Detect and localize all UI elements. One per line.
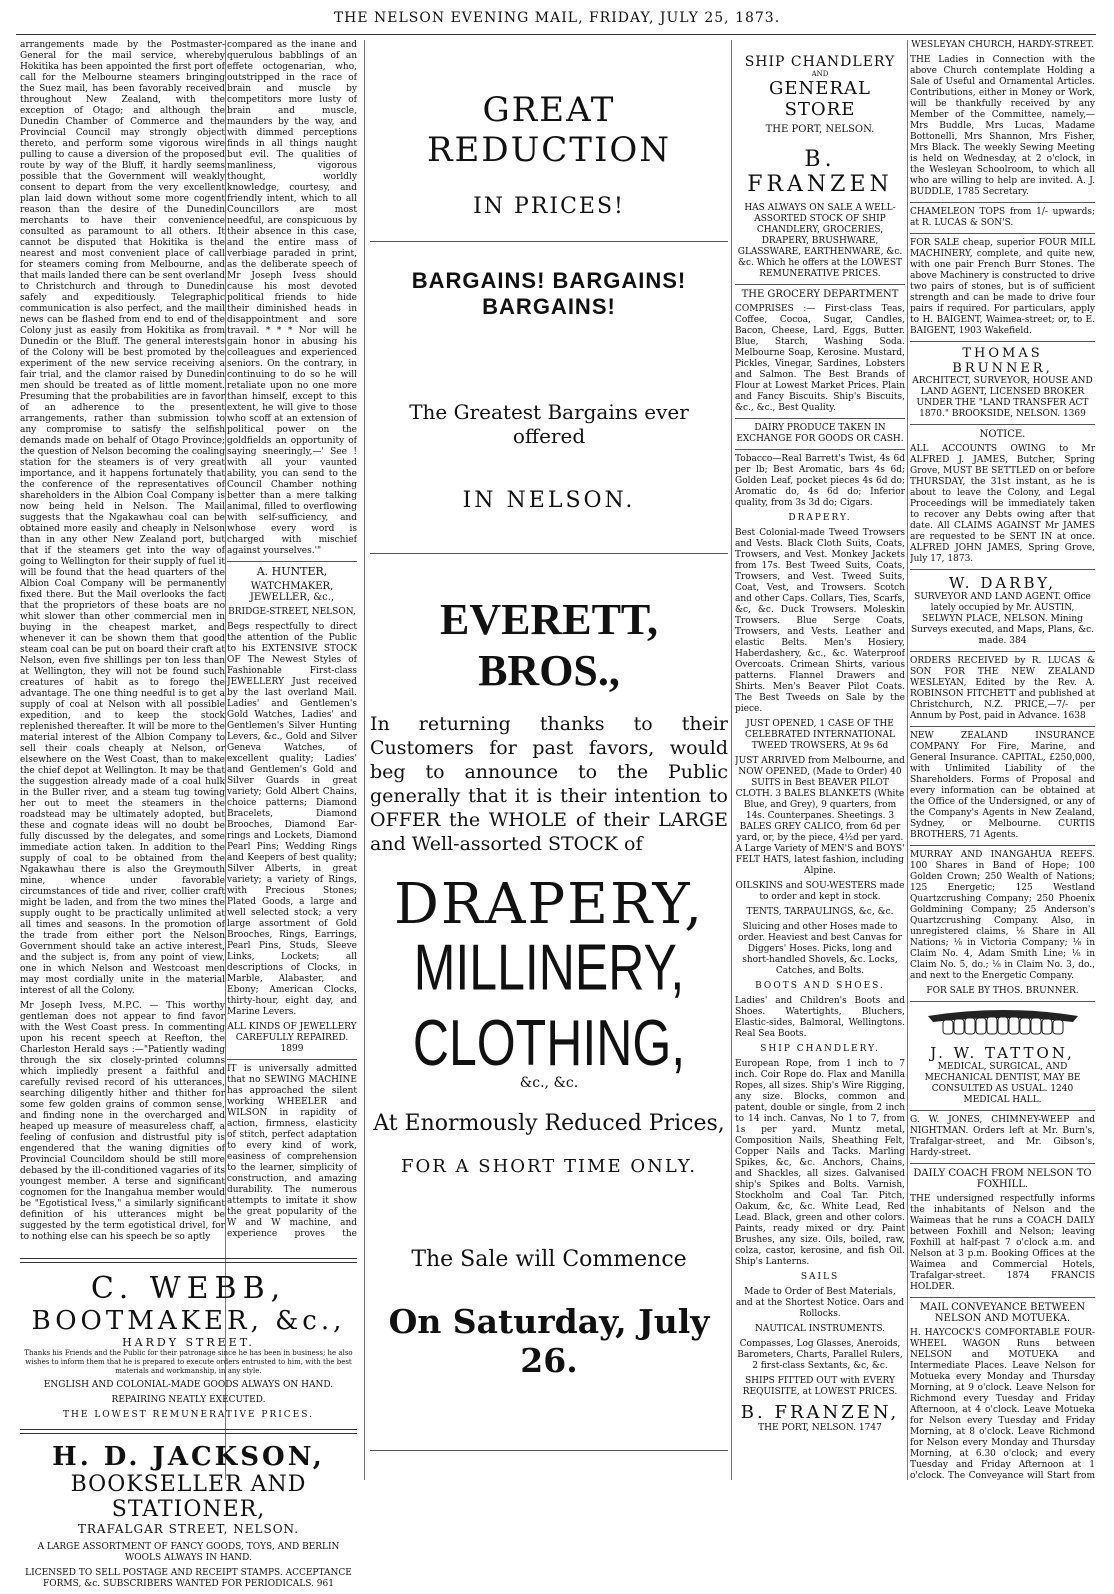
grocery-list: COMPRISES :— First-class Teas, Coffee, Cocoa, Sugar, Candles, Bacon, Cheese, Lard, Eggs, Butter. Blue, Starch, Washing Soda. Melbourne Soap, Kerosine. Mustard, Pickles, Vinegar, Sardines, Lobsters and Salmon. The Best Brands of Flour at Lowest Market Prices. Plain and Fancy Biscuits. Ship's Biscuits, &c., &c., Best Quality. bbox=[735, 304, 905, 413]
hunter-name: A. HUNTER, bbox=[256, 565, 328, 578]
tatton-name: J. W. TATTON, bbox=[930, 1044, 1075, 1062]
divider bbox=[910, 202, 1095, 203]
sails-heading: SAILS bbox=[800, 1272, 840, 1282]
everett-bros-advertisement bbox=[370, 40, 728, 1480]
tatton-ad-body: MEDICAL, SURGICAL, AND MECHANICAL DENTIST, MAY BE CONSULTED AS USUAL. 1240 MEDICAL HALL. bbox=[924, 1062, 1081, 1105]
the-port-text: THE PORT, NELSON. bbox=[765, 124, 875, 135]
just-opened-text: JUST OPENED, 1 CASE OF THE CELEBRATED INTERNATIONAL TWEED TROWSERS, At 9s 6d bbox=[745, 719, 895, 751]
ads-column-e bbox=[910, 40, 1095, 1480]
hunter-title: WATCHMAKER, JEWELLER, &c., bbox=[249, 581, 335, 603]
webb-line-2: REPAIRING NEATLY EXECUTED. bbox=[111, 1395, 266, 1405]
oilskins-text: OILSKINS and SOU-WESTERS made to order and kept in stock. bbox=[735, 881, 905, 902]
darby-name: W. DARBY, bbox=[949, 574, 1056, 592]
boots-heading: BOOTS AND SHOES. bbox=[755, 981, 885, 991]
dairy-text: DAIRY PRODUCE TAKEN IN EXCHANGE FOR GOODS OR CASH. bbox=[736, 423, 904, 444]
just-arrived-text: JUST ARRIVED from Melbourne, and NOW OPENED, (Made to Order) 40 SUITS in Best BEAVER PILOT CLOTH. 3 BALES BLANKETS (White Blue, and Grey), 9 quarters, from 14s. Counterpanes. Sheetings. 3 BALES GREY CALICO, from 6d per yard, or, by the piece, 4½d per yard. A Large Variety of MEN'S and BOYS' FELT HATS, latest fashion, including Alpine. bbox=[735, 756, 905, 876]
millinery-clothing-heading: MILLINERY, CLOTHING, bbox=[412, 930, 686, 1080]
divider bbox=[910, 726, 1095, 727]
webb-body: Thanks his Friends and the Public for their patronage since he has been in business; he also wishes to inform them that he is prepared to execute orders entrusted to him, with the best materials and workmanship, in any style. bbox=[24, 1349, 353, 1375]
mail-conveyance-body: H. HAYCOCK'S COMFORTABLE FOUR-WHEEL WAGON Runs between NELSON and MOTUEKA and Intermediate Places. Leave Nelson for Motueka every Monday and Thursday Morning, at 9 o'clock. Leave Nelson for Richmond every Tuesday and Friday Afternoon, at 4 o'clock. Leave Motueka for Nelson every Tuesday and Friday Morning, at 8 o'clock. Leave Richmond for Nelson every Monday and Thursday Morning, at 6.30 o'clock; and every Tuesday and Friday Afternoon at 1 o'clock. The Conveyance will Start from bbox=[910, 1328, 1095, 1480]
etc-text: &c., &c. bbox=[519, 1075, 579, 1091]
darby-ad-body: SURVEYOR AND LAND AGENT. Office lately occupied by Mr. AUSTIN, SELWYN PLACE, NELSON. Mining Surveys executed, and Maps, Plans, &c. made. 384 bbox=[910, 592, 1095, 646]
drapery-heading: DRAPERY, bbox=[393, 872, 705, 937]
divider bbox=[735, 449, 905, 450]
ship-chandlery-heading: SHIP CHANDLERY bbox=[744, 54, 896, 70]
article-coal-station: arrangements made by the Postmaster-General for the mail service, whereby Hokitika has been appointed the first port of call for the Melbourne steamers bringing the Suez mail, has been favorably received throughout New Zealand, with the exception of Otago; and although the Dunedin Chamber of Commerce and the Provincial Council may strongly object thereto, and perform some vigorous wire pulling to cause a diversion of the proposed route by way of the Bluff, it hardly seems possible that the Government will weakly consent to depart from the very excellent plan laid down without some more cogent reason than the desire of the Dunedin merchants to have their convenience consulted as paramount to all others. It cannot be disputed that Hokitika is the nearest and most convenient place of call for steamers coming from Melbourne, and that mails landed there can be sent overland to Christchurch and through to Dunedin safely and expeditiously. Telegraphic communication is also perfect, and the mail news can be flashed from end to end of the Colony just as easily from Hokitika as from Dunedin or the Bluff. The general interests of the Colony will be best promoted by the experiment of the new service receiving a fair trial, and the clamor raised by Dunedin men should be treated as of little moment. Presuming that the probabilities are in favor of an adherence to the present arrangements, rather than submission to any compromise to satisfy the selfish demands made on behalf of Otago Province; the question of Nelson becoming the coaling station for the steamers is of very great importance, and it happens fortunately that the conference of the representatives of shareholders in the Albion Coal Company is now being held in Nelson. The Mail suggests that the Ngakawhau coal can be obtained more easily and cheaply in Nelson than in any other New Zealand port, but that if the steamers get into the way of going to Wellington for their supply of fuel it will be found that the head quarters of the Albion Coal Company will be permanently fixed there. But the Mail overlooks the fact that the proprietors of these boats are no whit slower than other commercial men in buying in the cheapest market, and whenever it can be shown them that good steam coal can be put on board their craft at Nelson, even five shillings per ton less than at Wellington, they will not be found such creatures of habit as to forego the advantage. The one thing needful is to get a supply of coal at Nelson with all possible expedition, and to keep the stock replenished thereafter. It will be more to the material interest of the Albion Company to sell their coals cheaply at Nelson, or elsewhere on the West Coast, than to make the chief depot at Wellington. It may be that the suggestion already made of a coal hulk in the Buller river, and a steam tug towing her out to meet the steamers in the roadstead may be ultimately adopted, but these and cognate ideas will no doubt be fully discussed by the delegates, and some immediate action taken. In addition to the supply of coal to be obtained from the Ngakawhau there is also the Greymouth mine, whence under favorable circumstances of tide and river, collier craft might be laden, and from the two mines the supply ought to be practically unlimited at all times and seasons. In the promotion of the trade from either port the Nelson Government should take an active interest, and the subject is, from any point of view, one in which Nelson and Westcoast men may most cordially unite in the material interest of all the Colony. bbox=[20, 40, 225, 996]
brunner-name: THOMAS BRUNNER, bbox=[952, 346, 1053, 376]
double-rule bbox=[20, 1258, 357, 1263]
divider bbox=[227, 561, 357, 562]
tobacco-list: Tobacco—Real Barrett's Twist, 4s 6d per lb; Best Aromatic, bars 4s 6d; Golden Leaf, pocket pieces 4s 6d do; Aromatic do, 4s 6d do; Inferior quality, from 3s 3d do; Cigars. bbox=[735, 454, 905, 508]
murray-reefs-ad: MURRAY AND INANGAHUA REEFS. 100 Shares in Band of Hope; 100 Golden Crown; 250 Wealth of Nations; 125 Energetic; 125 Westland Quartzcrushing Company; 250 Phoenix Goldmining Company; 25 Anderson's Quartzcrushing Company. Also, in unregistered claims, ⅛ Share in All Nations; ⅛ in Victoria Company; ⅛ in Claim No. 4, Adam Smith Line; ⅛ in Claim No. 5, do.; ⅛ in Claim No. 3, do., and next to the Energetic Company. bbox=[910, 850, 1095, 981]
jackson-title: BOOKSELLER AND STATIONER, bbox=[70, 1472, 307, 1522]
webb-line-3: THE LOWEST REMUNERATIVE PRICES. bbox=[63, 1410, 314, 1420]
jackson-line-2: LICENSED TO SELL POSTAGE AND RECEIPT STAMPS. ACCEPTANCE FORMS, &c. SUBSCRIBERS WANTED FOR PERIODICALS. 961 bbox=[25, 1568, 352, 1589]
chameleon-tops-ad: CHAMELEON TOPS from 1/- upwards; at R. LUCAS & SON'S. bbox=[910, 207, 1095, 228]
dental-teeth-icon bbox=[923, 1008, 1083, 1038]
in-prices-heading: IN PRICES! bbox=[473, 194, 625, 219]
sewing-machine-ad: IT is universally admitted that no SEWING MACHINE has approached the silent working WHEELER and WILSON in rapidity of action, firmness, elasticity of stitch, perfect adaptation to every kind of work, easiness of comprehension to the learner, simplicity of construction, and amazing durability. The numerous attempts to imitate it show the great popularity of the W and W machine, and experience proves the bbox=[227, 1064, 357, 1239]
drapery-heading-d: DRAPERY. bbox=[788, 513, 852, 523]
short-time-text: FOR A SHORT TIME ONLY. bbox=[401, 1156, 697, 1177]
column-divider bbox=[907, 40, 908, 1480]
in-nelson-text: IN NELSON. bbox=[462, 488, 636, 513]
franzen-footer-name: B. FRANZEN, bbox=[740, 1402, 900, 1423]
insurance-ad: NEW ZEALAND INSURANCE COMPANY For Fire, Marine, and General Insurance. CAPITAL, £250,000, with Unlimited Liability of the Shareholders. Forms of Proposal and every information can be obtained at the Office of the Undersigned, or any of the Company's Agents in New Zealand, Sydney, or Melbourne. CURTIS BROTHERS, 71 Agents. bbox=[910, 731, 1095, 840]
news-column-b bbox=[227, 40, 357, 1240]
sale-commence-text: The Sale will Commence bbox=[411, 1247, 687, 1272]
hunter-address: BRIDGE-STREET, NELSON, bbox=[228, 607, 356, 617]
masthead-rule bbox=[16, 34, 1096, 35]
ship-chandlery-list: European Rope, from 1 inch to 7 inch. Coir Rope do. Flax and Manilla Ropes, all sizes. Ship's Wire Rigging, any size. Blocks, common and patent, double or single, from 2 inch to 14 inch. Canvas, No 1 to 7, from 1s per yard. Muntz metal, Composition Nails, Sheathing Felt, Copper Nails and Tacks. Marling Spikes, &c, &c. Anchors, Chains, and Shackles, all sizes. Galvanised ship's Spikes and Bolts. Varnish, Stockholm and Coal Tar. Pitch, Oakum, &c, &c. White Lead, Red Lead. Black, green and other colors. Paints, ready mixed or dry. Paint Brushes, any size. Oils, boiled, raw, colza, castor, kerosine, and fish Oil. Ship's Lanterns. bbox=[735, 1059, 905, 1267]
drapery-list: Best Colonial-made Tweed Trowsers and Vests. Black Cloth Suits, Coats, Trowsers, and Vest. Monkey Jackets from 17s. Best Tweed Suits, Coats, Trowsers, and Vest. Tweed Suits, Coat, Vest, and Trowsers. Scotch and other Caps. Collars, Ties, Scarfs, &c, &c. Duck Trowsers. Moleskin Trowsers. Blue Serge Coats, Trowsers, and Vests. Leather and elastic Belts. Men's Hosiery, Haberdashery, &c., &c. Waterproof Overcoats. Crimean Shirts, various patterns. Flannel Drawers and Shirts. Men's Beaver Pilot Coats. The Best Tweeds on Sale by the piece. bbox=[735, 528, 905, 714]
divider bbox=[370, 553, 728, 554]
webb-advertisement bbox=[20, 1250, 357, 1594]
news-column-a bbox=[20, 40, 225, 1280]
wesleyan-orders-ad: ORDERS RECEIVED by R. LUCAS & SON FOR THE NEW ZEALAND WESLEYAN, Edited by the Rev. A. ROBINSON FITCHETT and published at Christchurch, N.Z. PRICE,—7/- per Annum by Post, paid in Advance. 1638 bbox=[910, 656, 1095, 721]
nautical-text: Compasses, Log Glasses, Aneroids, Barometers, Charts, Parallel Rulers, 2 first-class Sextants, &c, &c. bbox=[737, 1339, 903, 1371]
webb-name: C. WEBB, bbox=[90, 1271, 287, 1306]
brunner-sale-line: FOR SALE BY THOS. BRUNNER. bbox=[926, 986, 1079, 996]
column-divider bbox=[364, 40, 365, 1480]
hunter-ad-footer: ALL KINDS OF JEWELLERY CAREFULLY REPAIRED. 1899 bbox=[227, 1022, 357, 1054]
james-notice: ALL ACCOUNTS OWING to Mr ALFRED J. JAMES, Butcher, Spring Grove, MUST BE SETTLED on or before THURSDAY, the 31st instant, as he is about to leave the Colony, and Legal Proceedings will be immediately taken to recover any Debts owing after that date. All CLAIMS AGAINST Mr JAMES are requested to be SENT IN at once. ALFRED JOHN JAMES, Spring Grove, July 17, 1873. bbox=[910, 444, 1095, 564]
webb-title: BOOTMAKER, &c., bbox=[31, 1306, 346, 1336]
webb-street: HARDY STREET. bbox=[122, 1336, 255, 1349]
divider bbox=[370, 241, 728, 242]
divider bbox=[910, 1297, 1095, 1298]
hunter-ad-body: Begs respectfully to direct the attention of the Public to his EXTENSIVE STOCK OF The Newest Styles of Fashionable First-class JEWELLERY Just received by the last overland Mail. Ladies' and Gentlemen's Gold Watches, Ladies' and Gentlemen's Silver Hunting Levers, &c., Gold and Silver Geneva Watches, of excellent quality; Ladies' and Gentlemen's Gold and Silver Guards in great variety; Gold Albert Chains, choice patterns; Diamond Bracelets, Diamond Brooches, Diamond Ear-rings and Lockets, Diamond Pearl Pins; Wedding Rings and Keepers of best quality; Silver Alberts, in great variety; a variety of Rings, with Precious Stones; Plated Goods, a large and well selected stock; a very large assortment of Gold Brooches, Rings, Earrings, Pearl Pins, Studs, Sleeve Links, Lockets; all descriptions of Clocks, in Marble, Alabaster, and Ebony; American Clocks, thirty-hour, eight day, and Marine Levers. bbox=[227, 622, 357, 1017]
jackson-street: TRAFALGAR STREET, NELSON. bbox=[77, 1522, 300, 1536]
webb-line-1: ENGLISH AND COLONIAL-MADE GOODS ALWAYS ON HAND. bbox=[43, 1380, 334, 1390]
masthead: THE NELSON EVENING MAIL, FRIDAY, JULY 25, 1873. bbox=[333, 10, 781, 26]
bargains-heading: BARGAINS! BARGAINS! BARGAINS! bbox=[411, 268, 687, 319]
chimney-sweep-ad: G. W. JONES, CHIMNEY-WEEP and NIGHTMAN. Orders left at Mr. Burn's, Trafalgar-street, and Mr. Gibson's, Hardy-street. bbox=[910, 1115, 1095, 1158]
wesleyan-heading: WESLEYAN CHURCH, HARDY-STREET. bbox=[911, 40, 1094, 50]
notice-heading: NOTICE. bbox=[979, 429, 1026, 440]
divider bbox=[910, 1001, 1095, 1002]
divider bbox=[735, 284, 905, 285]
sails-text: Made to Order of Best Materials, and at the Shortest Notice. Oars and Rollocks. bbox=[735, 1287, 905, 1319]
franzen-stock-text: HAS ALWAYS ON SALE A WELL-ASSORTED STOCK OF SHIP CHANDLERY, GROCERIES, DRAPERY, BRUSHWARE, GLASSWARE, EARTHENWARE, &c. &c. Which he offers at the LOWEST REMUNERATIVE PRICES. bbox=[737, 203, 903, 279]
divider bbox=[370, 1450, 728, 1451]
jackson-name: H. D. JACKSON, bbox=[52, 1442, 325, 1472]
wesleyan-notice: THE Ladies in Connection with the above Church contemplate Holding a Sale of Useful and Ornamental Articles. Contributions, either in Money or Work, will be thankfully received by any Member of the Committee, namely,— Mrs Buddle, Mrs Lucas, Madame Bottonelli, Mrs Shannon, Mrs Fisher, Mrs Black. The weekly Sewing Meeting is held on Wednesday, at 2 o'clock, in the Wesleyan Schoolroom, to which all who are willing to help are invited. A. J. BUDDLE, 1785 Secretary. bbox=[910, 55, 1095, 197]
tents-text: TENTS, TARPAULINGS, &c, &c. bbox=[746, 907, 894, 917]
divider bbox=[910, 341, 1095, 342]
great-reduction-heading: GREAT REDUCTION bbox=[426, 90, 672, 170]
general-store-heading: GENERAL STORE bbox=[769, 78, 871, 120]
mill-machinery-ad: FOR SALE cheap, superior FOUR MILL MACHINERY, complete, and quite new, with one pair French Burr Stones. The above Machinery is constructed to drive two pairs of stones, but is of sufficient strength and can be made to drive four pairs if required. For particulars, apply to H. BAIGENT, Waimea-street; or, to E. BAIGENT, 1903 Wakefield. bbox=[910, 238, 1095, 336]
grocery-heading: THE GROCERY DEPARTMENT bbox=[741, 289, 899, 300]
franzen-footer-address: THE PORT, NELSON. 1747 bbox=[758, 1423, 882, 1433]
double-rule bbox=[20, 1429, 357, 1434]
everett-bros-name: EVERETT, BROS., bbox=[439, 595, 659, 695]
divider bbox=[910, 1110, 1095, 1111]
everett-body-text: In returning thanks to their Customers for past favors, would beg to announce to the Public generally that it is their intention to OFFER the WHOLE of their LARGE and Well-assorted STOCK of bbox=[370, 713, 728, 855]
divider bbox=[735, 418, 905, 419]
nautical-heading: NAUTICAL INSTRUMENTS. bbox=[754, 1324, 886, 1334]
divider bbox=[910, 569, 1095, 570]
greatest-bargains-text: The Greatest Bargains ever offered bbox=[409, 400, 689, 448]
coach-ad-body: THE undersigned respectfully informs the inhabitants of Nelson and the Waimeas that he runs a COACH DAILY between Foxhill and Nelson; leaving Foxhill at half-past 7 o'clock a.m. and Nelson at 3 p.m. Booking Offices at the Waimea and Commercial Hotels, Trafalgar-street. 1874 FRANCIS HOLDER. bbox=[910, 1194, 1095, 1292]
divider bbox=[910, 233, 1095, 234]
column-divider bbox=[731, 40, 732, 1480]
saturday-date-heading: On Saturday, July 26. bbox=[388, 1302, 710, 1380]
mail-conveyance-heading: MAIL CONVEYANCE BETWEEN NELSON AND MOTUEKA. bbox=[919, 1302, 1086, 1324]
ship-chandlery-subheading: SHIP CHANDLERY. bbox=[760, 1044, 880, 1054]
article-ivess-continued: compared as the inane and querulous babblings of an effete octogenarian, who, outstripped in the race of brain and muscle by competitors more lusty of brain and muscle, maunders by the way, and with dimmed perceptions finds in all things naught but evil. The qualities of manliness, vigorous thought, worldly knowledge, courtesy, and friendly intent, which to all Councillors are most needful, are conspicuous by their absence in this case, and the entire mass of verbiage paraded in print, as the deliberate speech of Mr Joseph Ivess should cause his most devoted political friends to hide their diminished heads in disappointment and sore travail. * * * Nor will he gain honor in abusing his colleagues and experienced seniors. On the contrary, in continuing to do so he will retaliate upon no one more than himself, except to this extent, he will give to those who scoff at an extension of political power on the goldfields an opportunity of saying sneeringly,—' See ! with all your vaunted ability, you can send to the Council Chamber nothing better than a mere talking animal, filled to overflowing with self-sufficiency, and whose every word is charged with mischief against yourselves.'" bbox=[227, 40, 357, 556]
coach-heading: DAILY COACH FROM NELSON TO FOXHILL. bbox=[913, 1168, 1092, 1190]
jackson-line-1: A LARGE ASSORTMENT OF FANCY GOODS, TOYS, AND BERLIN WOOLS ALWAYS IN HAND. bbox=[37, 1542, 340, 1563]
ships-fitted-text: SHIPS FITTED OUT with EVERY REQUISITE, at LOWEST PRICES. bbox=[742, 1376, 898, 1397]
divider bbox=[910, 845, 1095, 846]
franzen-advertisement bbox=[735, 40, 905, 1480]
franzen-name: B. FRANZEN bbox=[747, 147, 893, 197]
reduced-prices-text: At Enormously Reduced Prices, bbox=[373, 1111, 725, 1136]
divider bbox=[910, 651, 1095, 652]
divider bbox=[910, 424, 1095, 425]
sluicing-text: Sluicing and other Hoses made to order. Heaviest and best Canvas for Diggers' Hoses. Picks, long and short-handled Shovels, &c. Locks, Catches, and Bolts. bbox=[738, 922, 902, 976]
brunner-ad-body: ARCHITECT, SURVEYOR, HOUSE AND LAND AGENT, LICENSED BROKER UNDER THE "LAND TRANSFER ACT 1870." BROOKSIDE, NELSON. 1369 bbox=[912, 376, 1093, 419]
divider bbox=[910, 1163, 1095, 1164]
divider bbox=[227, 1059, 357, 1060]
boots-list: Ladies' and Children's Boots and Shoes. Watertights, Bluchers, Elastic-sides, Balmoral, Wellingtons. Real Sea Boots. bbox=[735, 996, 905, 1039]
article-joseph-ivess: Mr Joseph Ivess, M.P.C. — This worthy gentleman does not appear to find favor with the West Coast press. In commenting upon his recent speech at Reefton, the Charleston Herald says :—"Patiently wading through the six closely-printed columns which impliedly present a faithful and carefully revised record of his utterances, searching diligently hither and thither for some few golden grains of common sense, and finding none in the overcharged and heaped up measure of measureless chaff, a feeling of confusion and distrustful pity is engendered that the waning dignities of Provincial Councildom should be still more debased by the ill-conditioned vagaries of its youngest member. A terse and significant cognomen for the Inangahua member would be "Egotistical Ivess," a similarly significant definition of his utterances might be suggested by the term egotistical drivel, for to nothing else can his speech be so aptly bbox=[20, 1001, 225, 1242]
and-text: AND bbox=[811, 70, 829, 78]
